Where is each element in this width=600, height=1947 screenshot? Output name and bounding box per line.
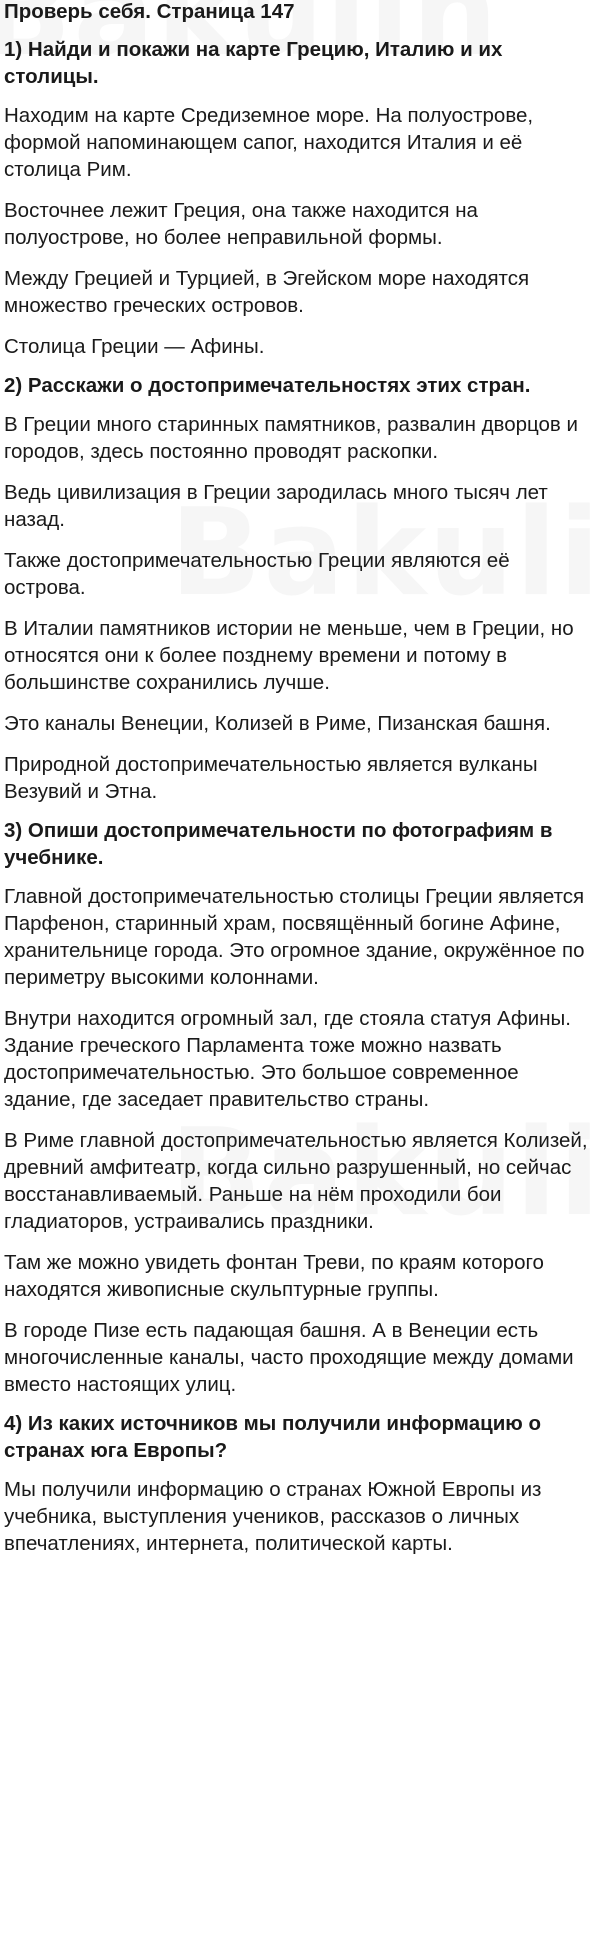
answer-paragraph: Это каналы Венеции, Колизей в Риме, Пизанская башня. [4,712,551,735]
answer-paragraph: Также достопримечательностью Греции являются её острова. [4,549,510,599]
answer-paragraph: В Италии памятников истории не меньше, чем в Греции, но относятся они к более позднему времени и потому в большинстве сохранились лучше. [4,617,574,694]
answer-paragraph: Главной достопримечательностью столицы Греции является Парфенон, старинный храм, посвящённый богине Афине, хранительнице города. Это огромное здание, окружённое по периметру высокими колоннами. [4,885,585,989]
answer-paragraph: Внутри находится огромный зал, где стояла статуя Афины. Здание греческого Парламента тоже можно назвать достопримечательностью. Это большое современное здание, где заседает правительство страны. [4,1007,571,1111]
answer-paragraph: Ведь цивилизация в Греции зародилась много тысяч лет назад. [4,481,548,531]
question-section-1 [4,36,596,360]
answer-paragraph: Там же можно увидеть фонтан Треви, по краям которого находятся живописные скульптурные группы. [4,1251,544,1301]
answer-paragraph: Столица Греции — Афины. [4,335,265,358]
question-section-3 [4,817,596,1398]
answer-paragraph: Восточнее лежит Греция, она также находится на полуострове, но более неправильной формы. [4,199,478,249]
page-title: Проверь себя. Страница 147 [4,0,295,23]
question-heading: 3) Опиши достопримечательности по фотографиям в учебнике. [4,819,553,869]
answer-paragraph: Природной достопримечательностью является вулканы Везувий и Этна. [4,753,538,803]
question-heading: 4) Из каких источников мы получили информацию о странах юга Европы? [4,1412,542,1462]
answer-paragraph: Мы получили информацию о странах Южной Европы из учебника, выступления учеников, рассказов о личных впечатлениях, интернета, политической карты. [4,1478,542,1555]
answer-paragraph: В Греции много старинных памятников, развалин дворцов и городов, здесь постоянно проводят раскопки. [4,413,578,463]
question-section-2 [4,372,596,805]
question-heading: 2) Расскажи о достопримечательностях этих стран. [4,374,531,397]
answer-paragraph: В городе Пизе есть падающая башня. А в Венеции есть многочисленные каналы, часто проходящие между домами вместо настоящих улиц. [4,1319,574,1396]
document-content [4,0,596,1557]
answer-paragraph: Между Грецией и Турцией, в Эгейском море находятся множество греческих островов. [4,267,530,317]
question-heading: 1) Найди и покажи на карте Грецию, Италию и их столицы. [4,38,503,88]
answer-paragraph: В Риме главной достопримечательностью является Колизей, древний амфитеатр, когда сильно разрушенный, но сейчас восстанавливаемый. Раньше на нём проходили бои гладиаторов, устраивались праздники. [4,1129,588,1233]
answer-paragraph: Находим на карте Средиземное море. На полуострове, формой напоминающем сапог, находится Италия и её столица Рим. [4,104,534,181]
question-section-4 [4,1410,596,1557]
